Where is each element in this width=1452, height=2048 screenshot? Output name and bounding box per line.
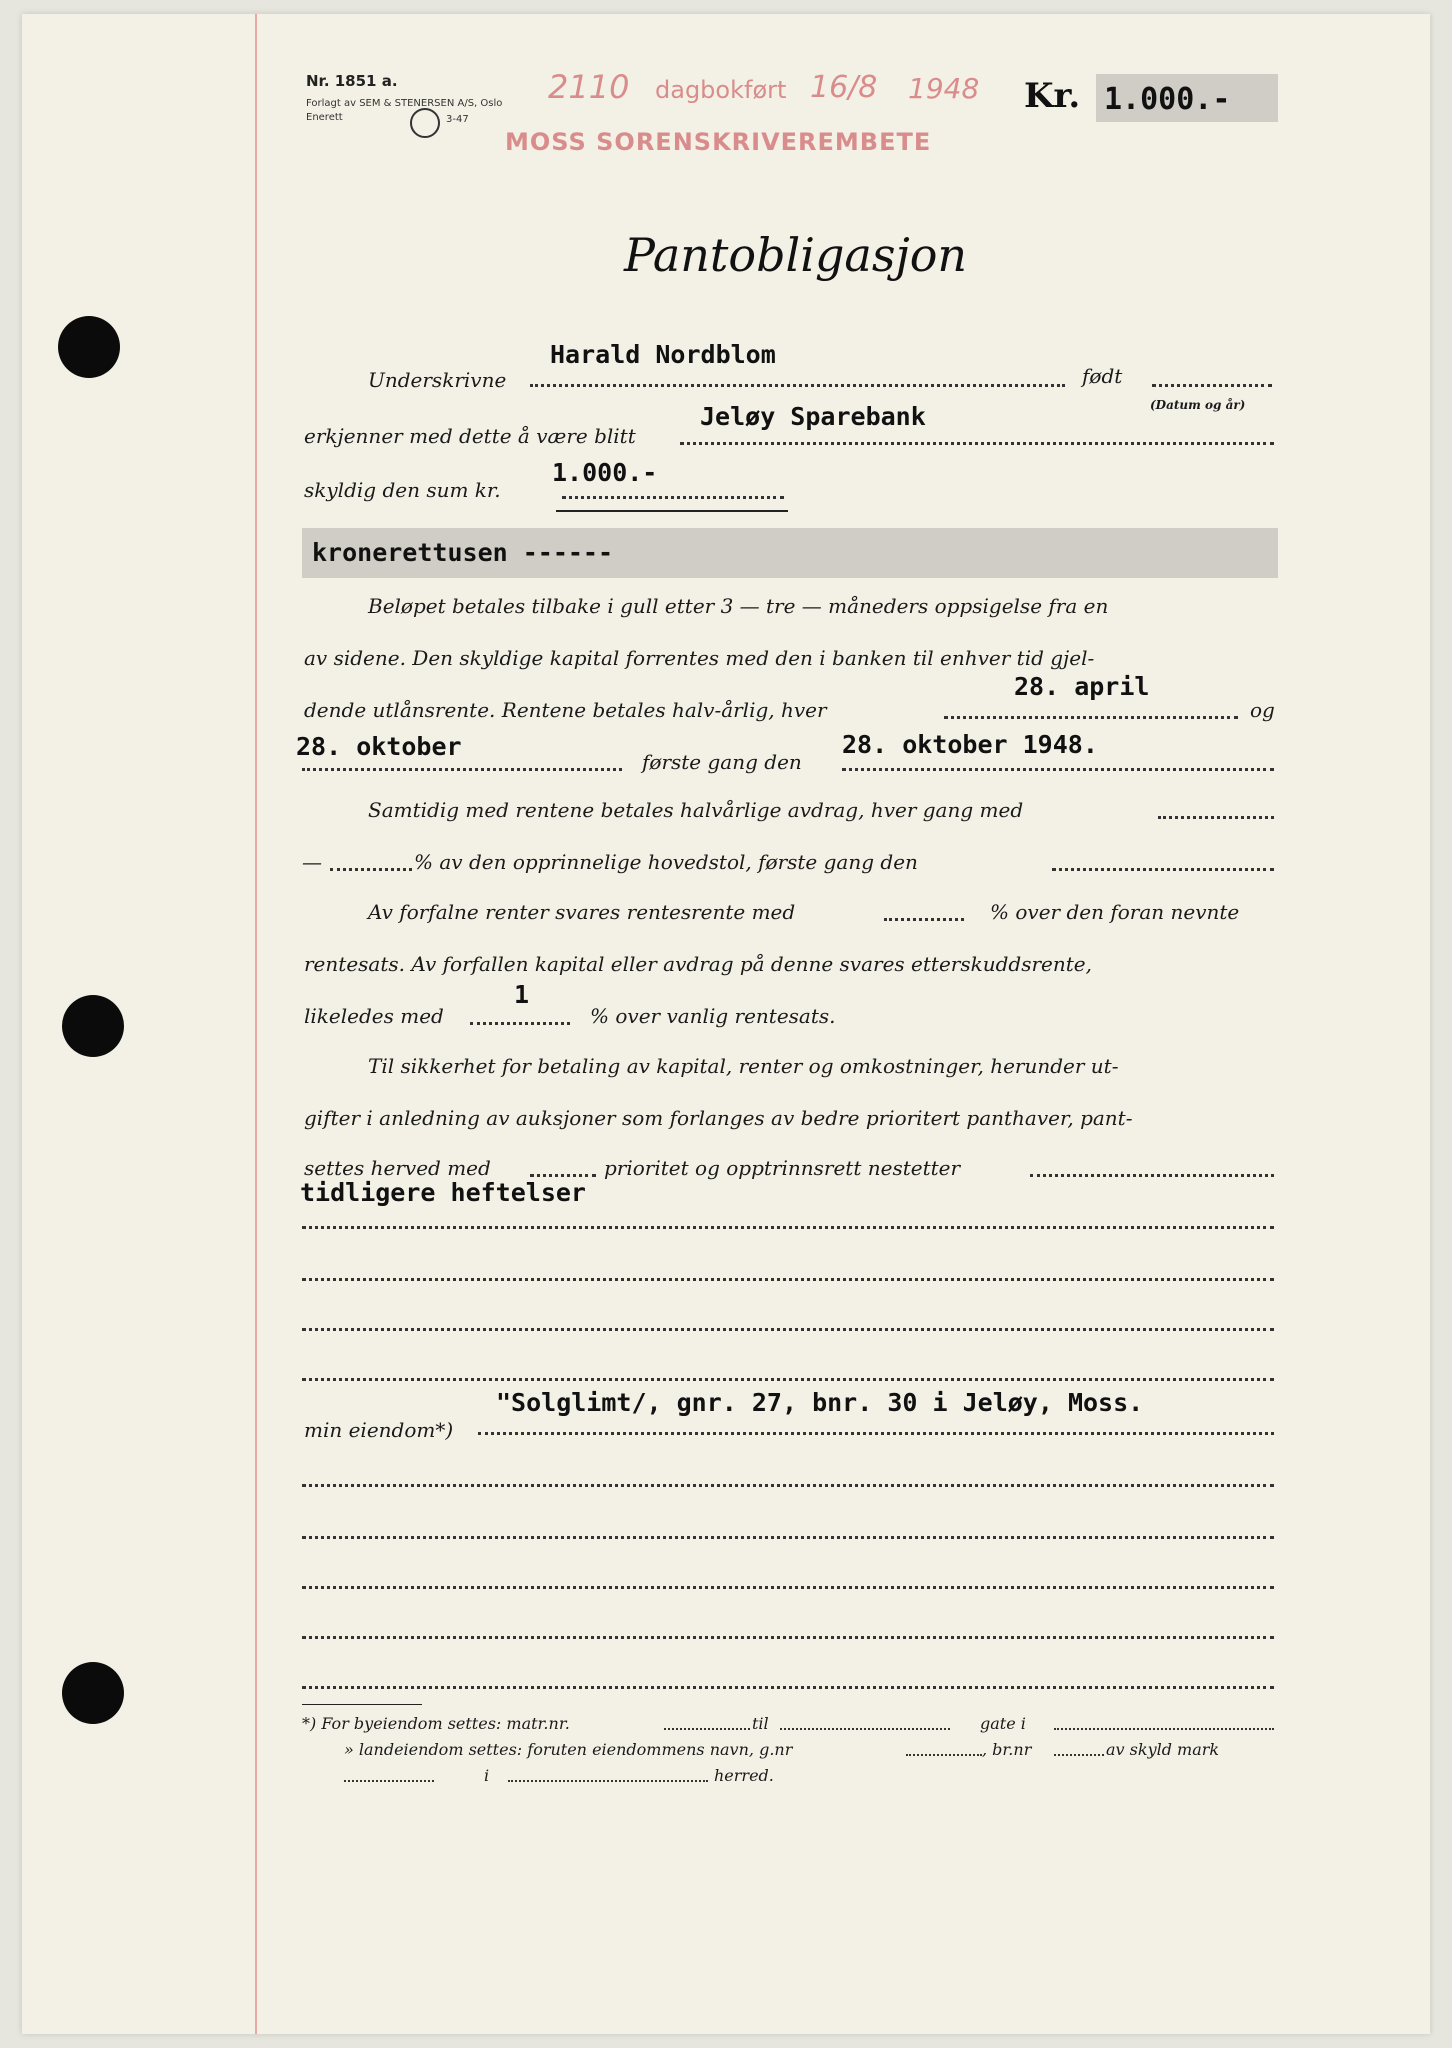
stamp-dagbokfort: dagbokført bbox=[655, 76, 787, 104]
footnote-line: av skyld mark bbox=[1106, 1740, 1220, 1759]
text-line: likeledes med bbox=[304, 1004, 444, 1028]
stamp-date: 16/8 bbox=[810, 70, 878, 105]
footnote-dotline bbox=[780, 1728, 950, 1730]
text-line: Beløpet betales tilbake i gull etter 3 — tre — måneders oppsigelse fra en bbox=[368, 594, 1109, 618]
interest-date-2: 28. oktober bbox=[296, 732, 462, 761]
signer-label: Underskrivne bbox=[368, 368, 507, 392]
publisher-enerett: Enerett bbox=[306, 112, 343, 123]
text-line: dende utlånsrente. Rentene betales halv-årlig, hver bbox=[304, 698, 827, 722]
prior-encumbrance-value: tidligere heftelser bbox=[300, 1178, 586, 1207]
property-value: "Solglimt/, gnr. 27, bnr. 30 i Jeløy, Moss. bbox=[496, 1388, 1144, 1417]
creditor-value: Jeløy Sparebank bbox=[700, 402, 926, 431]
footnote-dotline bbox=[508, 1780, 708, 1782]
date1-dotline bbox=[944, 716, 1238, 719]
blank-dotline bbox=[302, 1378, 1274, 1381]
sum-words: kronerettusen ------ bbox=[312, 538, 614, 567]
installment-dotline bbox=[1158, 816, 1274, 819]
blank-dotline bbox=[302, 1278, 1274, 1281]
footnote-line: , br.nr bbox=[982, 1740, 1032, 1759]
blank-dotline bbox=[302, 1226, 1274, 1229]
footnote-dotline bbox=[1054, 1754, 1104, 1756]
text-og: og bbox=[1250, 698, 1275, 722]
sum-label: skyldig den sum kr. bbox=[304, 478, 501, 502]
text-dash: — bbox=[302, 850, 322, 874]
blank-dotline bbox=[302, 1686, 1274, 1689]
stamp-number: 2110 bbox=[548, 68, 630, 106]
footnote-line: herred. bbox=[714, 1766, 774, 1785]
footnote-line: » landeiendom settes: foruten eiendommens navn, g.nr bbox=[344, 1740, 793, 1759]
blank-dotline bbox=[302, 1536, 1274, 1539]
signer-value: Harald Nordblom bbox=[550, 340, 776, 369]
born-note: (Datum og år) bbox=[1150, 398, 1246, 412]
overdue-rate-value: 1 bbox=[514, 980, 530, 1009]
footnote-dotline bbox=[1054, 1728, 1274, 1730]
footnote-dotline bbox=[906, 1754, 982, 1756]
footnote-line: i bbox=[484, 1766, 490, 1785]
footnote-line: *) For byeiendom settes: matr.nr. bbox=[302, 1714, 570, 1733]
publisher-line: Forlagt av SEM & STENERSEN A/S, Oslo bbox=[306, 98, 503, 109]
overdue-dotline bbox=[470, 1022, 570, 1025]
text-line: % over vanlig rentesats. bbox=[590, 1004, 836, 1028]
born-label: født bbox=[1082, 364, 1123, 388]
sum-dotline bbox=[562, 496, 784, 499]
punch-hole bbox=[62, 1662, 124, 1724]
punch-hole bbox=[58, 316, 120, 378]
text-line: Samtidig med rentene betales halvårlige avdrag, hver gang med bbox=[368, 798, 1024, 822]
footnote-dotline bbox=[664, 1728, 750, 1730]
stamp-year: 1948 bbox=[908, 72, 980, 105]
creditor-label: erkjenner med dette å være blitt bbox=[304, 424, 636, 448]
text-line: % over den foran nevnte bbox=[990, 900, 1240, 924]
first-time-dotline bbox=[842, 768, 1274, 771]
date2-dotline bbox=[302, 768, 622, 771]
punch-hole bbox=[62, 995, 124, 1057]
compound-dotline bbox=[884, 918, 964, 921]
text-line: Av forfalne renter svares rentesrente med bbox=[368, 900, 796, 924]
signer-dotline bbox=[530, 384, 1065, 387]
interest-date-1: 28. april bbox=[1014, 672, 1150, 701]
stamp-office: MOSS SORENSKRIVEREMBETE bbox=[505, 128, 932, 156]
after-dotline bbox=[1030, 1174, 1274, 1177]
text-line: % av den opprinnelige hovedstol, første gang den bbox=[414, 850, 918, 874]
property-label: min eiendom*) bbox=[304, 1418, 454, 1442]
property-dotline bbox=[478, 1432, 1274, 1435]
publisher-logo-icon bbox=[410, 108, 440, 138]
margin-line bbox=[255, 14, 257, 2034]
blank-dotline bbox=[302, 1484, 1274, 1487]
creditor-dotline bbox=[680, 442, 1274, 445]
text-line: gifter i anledning av auksjoner som forlanges av bedre prioritert panthaver, pant- bbox=[304, 1106, 1133, 1130]
document-title: Pantobligasjon bbox=[624, 228, 968, 282]
amount-value: 1.000.- bbox=[1104, 82, 1231, 117]
footnote-rule bbox=[302, 1704, 422, 1705]
footnote-line: til bbox=[752, 1714, 769, 1733]
text-line: prioritet og opptrinnsrett nestetter bbox=[604, 1156, 961, 1180]
text-line: av sidene. Den skyldige kapital forrentes med den i banken til enhver tid gjel- bbox=[304, 646, 1095, 670]
form-number: Nr. 1851 a. bbox=[306, 72, 398, 90]
footnote-line: gate i bbox=[980, 1714, 1026, 1733]
born-dotline bbox=[1152, 384, 1272, 387]
text-line: Til sikkerhet for betaling av kapital, renter og omkostninger, herunder ut- bbox=[368, 1054, 1119, 1078]
percent-dotline bbox=[330, 868, 412, 871]
blank-dotline bbox=[302, 1586, 1274, 1589]
first-time-value: 28. oktober 1948. bbox=[842, 730, 1098, 759]
sum-underline bbox=[556, 510, 788, 512]
text-line: settes herved med bbox=[304, 1156, 491, 1180]
first-time-label: første gang den bbox=[642, 750, 802, 774]
publisher-code: 3-47 bbox=[446, 114, 469, 125]
amount-label: Kr. bbox=[1024, 76, 1081, 116]
text-line: rentesats. Av forfallen kapital eller avdrag på denne svares etterskuddsrente, bbox=[304, 952, 1092, 976]
priority-dotline bbox=[530, 1174, 596, 1177]
first-installment-dotline bbox=[1052, 868, 1274, 871]
blank-dotline bbox=[302, 1636, 1274, 1639]
blank-dotline bbox=[302, 1328, 1274, 1331]
sum-value: 1.000.- bbox=[552, 458, 658, 487]
footnote-dotline bbox=[344, 1780, 434, 1782]
